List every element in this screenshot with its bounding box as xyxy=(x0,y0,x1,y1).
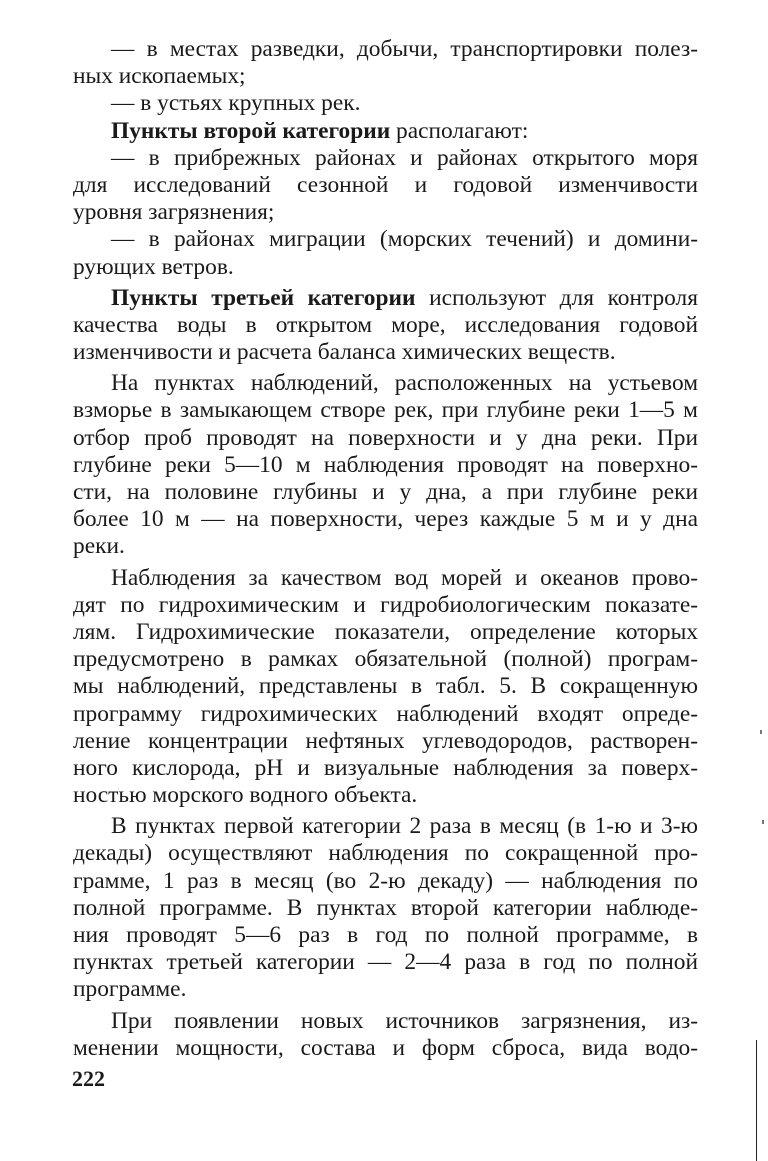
text-line xyxy=(73,701,698,728)
text-span: При появлении новых источников загрязнения, из- xyxy=(111,1007,698,1034)
text-span: реки. xyxy=(73,533,125,560)
text-span: — в местах разведки, добычи, транспортировки полез- xyxy=(111,36,698,62)
text-span: изменчивости и расчета баланса химических веществ. xyxy=(73,339,616,366)
scan-speck xyxy=(762,820,764,824)
text-span: уровня загрязнения; xyxy=(73,199,275,226)
text-line xyxy=(73,755,698,782)
text-line xyxy=(73,36,698,63)
bold-term: Пункты третьей категории xyxy=(111,284,416,311)
text-span: мы наблюдений, представлены в табл. 5. В сокращенную xyxy=(73,673,698,700)
text-span: качества воды в открытом море, исследования годовой xyxy=(73,311,698,338)
text-line xyxy=(73,452,698,479)
page-edge-line xyxy=(756,1040,757,1161)
text-line xyxy=(73,1035,698,1062)
text-line xyxy=(73,312,698,339)
text-line xyxy=(73,370,698,397)
text-line xyxy=(73,172,698,199)
text-span: ных ископаемых; xyxy=(73,63,246,90)
text-span: грамме, 1 раз в месяц (во 2-ю декаду) — наблюдения по xyxy=(73,867,698,894)
text-span: взморье в замыкающем створе рек, при глубине реки 1—5 м xyxy=(73,397,698,424)
text-span: более 10 м — на поверхности, через каждые 5 м и у дна xyxy=(73,506,698,533)
text-span: ния проводят 5—6 раз в год по полной программе, в xyxy=(73,922,698,948)
text-line xyxy=(73,397,698,424)
text-span: лям. Гидрохимические показатели, определение которых xyxy=(73,618,698,645)
text-span: используют для контроля xyxy=(415,284,698,311)
text-line xyxy=(73,425,698,452)
text-line xyxy=(73,118,698,145)
text-span: предусмотрено в рамках обязательной (полной) програм- xyxy=(73,646,698,673)
text-line xyxy=(73,868,698,895)
text-line xyxy=(73,976,698,1003)
text-line xyxy=(73,673,698,700)
text-line xyxy=(73,646,698,673)
text-line xyxy=(73,533,698,560)
text-line xyxy=(73,254,698,281)
text-line xyxy=(73,782,698,809)
text-span: полной программе. В пунктах второй категории наблюде- xyxy=(73,894,698,921)
text-line xyxy=(73,339,698,366)
text-line xyxy=(73,619,698,646)
text-span: программу гидрохимических наблюдений входят опреде- xyxy=(73,700,698,727)
text-line xyxy=(73,895,698,922)
text-span: — в районах миграции (морских течений) и домини- xyxy=(111,226,698,253)
text-span: декады) осуществляют наблюдения по сокращенной про- xyxy=(73,840,698,867)
text-span: располагают: xyxy=(390,117,529,144)
text-line xyxy=(73,479,698,506)
text-span: — в устьях крупных рек. xyxy=(111,90,361,117)
text-span: программе. xyxy=(73,976,187,1003)
text-line xyxy=(73,506,698,533)
page-number: 222 xyxy=(72,1066,105,1091)
text-span: менении мощности, состава и форм сброса, вида водо- xyxy=(73,1034,698,1061)
text-line xyxy=(73,145,698,172)
page-body xyxy=(73,36,698,1062)
text-line xyxy=(73,226,698,253)
text-span: сти, на половине глубины и у дна, а при глубине реки xyxy=(73,479,698,505)
text-span: Наблюдения за качеством вод морей и океанов прово- xyxy=(111,564,698,591)
text-span: отбор проб проводят на поверхности и у дна реки. При xyxy=(73,424,698,451)
text-span: ление концентрации нефтяных углеводородов, растворен- xyxy=(73,727,698,754)
text-span: В пунктах первой категории 2 раза в месяц (в 1-ю и 3-ю xyxy=(111,813,698,840)
text-span: глубине реки 5—10 м наблюдения проводят на поверхно- xyxy=(73,451,698,478)
text-span: — в прибрежных районах и районах открытого моря xyxy=(111,144,698,171)
text-line xyxy=(73,285,698,312)
text-span: На пунктах наблюдений, расположенных на устьевом xyxy=(111,370,698,397)
text-line xyxy=(73,63,698,90)
text-span: рующих ветров. xyxy=(73,253,234,280)
text-line xyxy=(73,813,698,840)
text-line xyxy=(73,728,698,755)
text-line xyxy=(73,565,698,592)
text-span: дят по гидрохимическим и гидробиологическим показате- xyxy=(73,591,698,618)
text-span: ного кислорода, pH и визуальные наблюдения за поверх- xyxy=(73,754,698,781)
text-line xyxy=(73,840,698,867)
scan-speck xyxy=(760,730,762,734)
text-line xyxy=(73,592,698,619)
text-line xyxy=(73,949,698,976)
text-line xyxy=(73,922,698,949)
text-line xyxy=(73,1008,698,1035)
bold-term: Пункты второй категории xyxy=(111,117,391,144)
text-span: пунктах третьей категории — 2—4 раза в год по полной xyxy=(73,949,698,976)
text-line xyxy=(73,90,698,117)
text-span: для исследований сезонной и годовой изменчивости xyxy=(73,171,698,198)
text-line xyxy=(73,199,698,226)
text-span: ностью морского водного объекта. xyxy=(73,782,418,809)
